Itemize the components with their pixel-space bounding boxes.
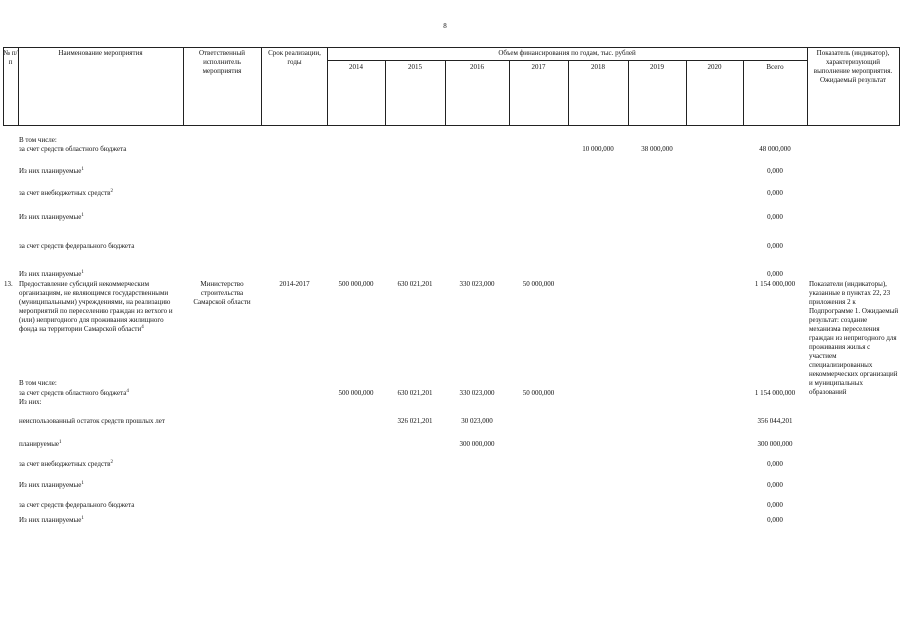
- header-year: 2020: [707, 63, 722, 71]
- cell-total: 0,000: [767, 242, 783, 250]
- header-num: № п/п: [3, 49, 18, 66]
- table-header-bottom: [3, 125, 900, 126]
- row-label: Из них планируемые$^1$: [19, 481, 84, 489]
- cell-total: 300 000,000: [757, 440, 793, 448]
- cell-value: 330 023,000: [459, 280, 495, 288]
- cell-value: 30 023,000: [461, 417, 493, 425]
- row-label: Из них планируемые$^1$: [19, 516, 84, 524]
- cell-total: 0,000: [767, 481, 783, 489]
- cell-total: 0,000: [767, 189, 783, 197]
- header-period: Срок реализации, годы: [268, 49, 321, 66]
- header-year: 2017: [531, 63, 546, 71]
- item-period: 2014-2017: [279, 280, 310, 288]
- cell-value: 10 000,000: [582, 145, 614, 153]
- item-responsible: Министерство строительства Самарской области: [193, 280, 251, 306]
- cell-total: 356 044,201: [757, 417, 793, 425]
- cell-total: 0,000: [767, 501, 783, 509]
- header-year: 2018: [591, 63, 605, 71]
- cell-value: 50 000,000: [522, 389, 555, 397]
- years-divider: [327, 60, 807, 61]
- item-number: 13.: [4, 280, 13, 288]
- cell-total: 0,000: [767, 516, 783, 524]
- row-label: В том числе:: [19, 136, 57, 144]
- header-volume: Объем финансирования по годам, тыс. рублей: [498, 49, 636, 57]
- cell-value: 326 021,201: [397, 417, 433, 425]
- header-year: 2014: [349, 63, 363, 71]
- cell-total: 0,000: [767, 270, 783, 278]
- row-label: за счет средств областного бюджета$^4$: [19, 389, 129, 397]
- cell-value: 500 000,000: [338, 280, 374, 288]
- item-name: Предоставление субсидий некоммерческим организациям, не являющимся государственными (муниципальными) учреждениями, на реализацию мероприятий по переселению граждан из ветхого и (или) непригодного для проживания жилищного фонда на территории Самарской области$^4$: [19, 280, 173, 333]
- row-label: за счет средств федерального бюджета: [19, 501, 135, 509]
- row-label: Из них планируемые$^1$: [19, 270, 84, 278]
- row-label: за счет внебюджетных средств$^2$: [19, 460, 113, 468]
- cell-total: 48 000,000: [759, 145, 791, 153]
- row-label: Из них планируемые$^1$: [19, 213, 84, 221]
- row-label: неиспользованный остаток средств прошлых лет: [19, 417, 165, 425]
- header-year: 2016: [470, 63, 484, 71]
- cell-total: 0,000: [767, 460, 783, 468]
- header-year: 2015: [408, 63, 422, 71]
- cell-value: 50 000,000: [522, 280, 555, 288]
- header-total: Всего: [766, 63, 784, 71]
- row-label: Из них:: [19, 398, 42, 406]
- header-name: Наименование мероприятия: [58, 49, 143, 57]
- cell-value: 500 000,000: [338, 389, 374, 397]
- cell-total: 1 154 000,000: [754, 389, 796, 397]
- cell-value: 630 021,201: [397, 389, 433, 397]
- row-label: В том числе:: [19, 379, 57, 387]
- item-indicator: Показатели (индикаторы), указанные в пунктах 22, 23 приложения 2 к Подпрограмме 1. Ожидаемый результат: создание механизма переселения граждан из непригодного для проживания жилья с участием специализированных некоммерческих организаций и муниципальных образований: [809, 280, 899, 396]
- header-responsible: Ответственный исполнитель мероприятия: [198, 49, 246, 75]
- header-indicator: Показатель (индикатор), характеризующий выполнение мероприятия. Ожидаемый результат: [813, 49, 893, 84]
- cell-value: 38 000,000: [641, 145, 673, 153]
- table-top-border: [3, 47, 900, 48]
- row-label: за счет средств областного бюджета: [19, 145, 127, 153]
- page-number: 8: [443, 22, 447, 30]
- row-label: за счет внебюджетных средств$^2$: [19, 189, 113, 197]
- cell-total: 0,000: [767, 213, 783, 221]
- cell-value: 330 023,000: [459, 389, 495, 397]
- cell-value: 630 021,201: [397, 280, 433, 288]
- cell-total: 1 154 000,000: [754, 280, 796, 288]
- row-label: за счет средств федерального бюджета: [19, 242, 135, 250]
- row-label: планируемые$^1$: [19, 440, 62, 448]
- header-year: 2019: [650, 63, 664, 71]
- cell-value: 300 000,000: [459, 440, 495, 448]
- cell-total: 0,000: [767, 167, 783, 175]
- row-label: Из них планируемые$^1$: [19, 167, 84, 175]
